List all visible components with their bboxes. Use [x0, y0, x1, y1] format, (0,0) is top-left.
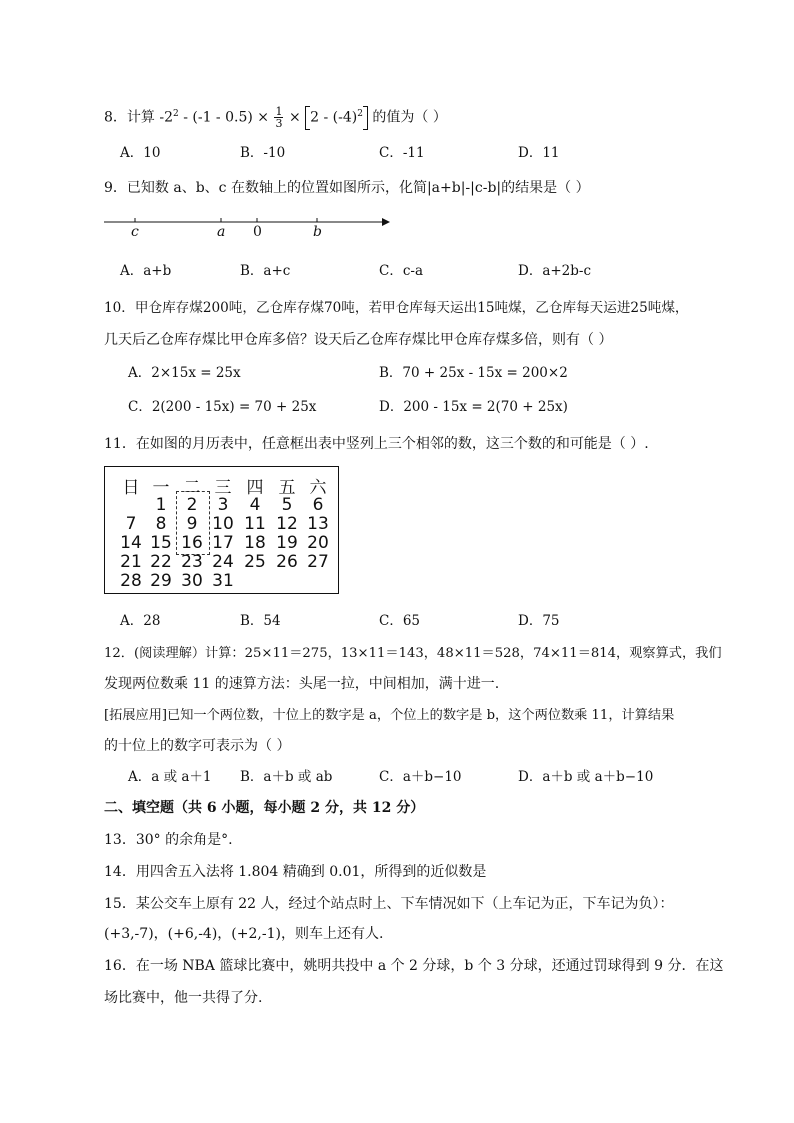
calendar-cell: 29: [150, 571, 172, 591]
q8-expr-a: -2: [159, 109, 174, 126]
q16-stem-line1: 16．在一场 NBA 篮球比赛中，姚明共投中 a 个 2 分球，b 个 3 分球，还通过罚球得到 9 分．在这: [104, 958, 724, 974]
calendar-cell: 13: [307, 514, 329, 534]
calendar-cell: 4: [249, 495, 261, 515]
calendar-cell: 1: [155, 495, 167, 515]
calendar-cell: 14: [120, 533, 142, 553]
q9-number-line: [104, 212, 394, 246]
number-line-label-b: b: [313, 224, 322, 240]
number-line-label-c: c: [131, 224, 139, 240]
q8-prefix: 8．计算: [104, 109, 155, 126]
q8-option-d[interactable]: D．11: [518, 145, 560, 161]
calendar-cell: 12: [276, 514, 298, 534]
q9-option-d[interactable]: D．a+2b-c: [518, 263, 592, 279]
calendar-cell: 10: [212, 514, 234, 534]
q11-option-c[interactable]: C．65: [379, 613, 421, 629]
number-line-axis: [104, 212, 394, 232]
number-line-label-a: a: [217, 224, 226, 240]
q12-stem-line1: 12．(阅读理解）计算：25×11＝275，13×11＝143，48×11＝528，74×11＝814，观察算式，我们: [104, 646, 722, 661]
q12-stem-line4: 的十位上的数字可表示为（ ）: [104, 738, 291, 754]
q8-option-b[interactable]: B．-10: [240, 145, 286, 161]
calendar-cell: 21: [120, 552, 142, 572]
q12-option-a[interactable]: A．a 或 a＋1: [128, 769, 212, 785]
q8-expr-c: ×: [288, 109, 301, 126]
calendar-cell: 26: [276, 552, 298, 572]
q8-expr-d: 2 - (-4): [310, 109, 358, 126]
q10-stem-line1: 10．甲仓库存煤200吨，乙仓库存煤70吨，若甲仓库每天运出15吨煤，乙仓库每天运进25吨煤，: [104, 300, 689, 316]
calendar-header: 一: [152, 478, 170, 498]
q11-stem: 11．在如图的月历表中，任意框出表中竖列上三个相邻的数，这三个数的和可能是（ ）.: [104, 436, 649, 452]
q8-right-bracket: [363, 106, 368, 130]
q11-option-a[interactable]: A．28: [120, 613, 161, 629]
calendar-cell: 20: [307, 533, 329, 553]
q14-stem: 14．用四舍五入法将 1.804 精确到 0.01，所得到的近似数是: [104, 864, 487, 880]
q10-option-d[interactable]: D．200 - 15x = 2(70 + 25x): [379, 399, 568, 415]
q12-option-c[interactable]: C．a＋b−10: [379, 769, 462, 785]
q12-option-b[interactable]: B．a＋b 或 ab: [240, 769, 333, 785]
q13-stem: 13．30° 的余角是°.: [104, 832, 233, 848]
calendar-cell: 3: [217, 495, 229, 515]
calendar-header: 六: [309, 478, 327, 498]
q10-option-a[interactable]: A．2×15x = 25x: [128, 365, 241, 381]
q8-frac-den: 3: [275, 117, 283, 131]
q8-frac-num: 1: [275, 105, 283, 119]
calendar-cell: 27: [307, 552, 329, 572]
calendar-cell: 31: [212, 571, 234, 591]
calendar-cell: 22: [150, 552, 172, 572]
calendar-cell: 2: [186, 495, 198, 515]
q8-option-c[interactable]: C．-11: [379, 145, 425, 161]
calendar-cell: 6: [312, 495, 324, 515]
q9-option-c[interactable]: C．c-a: [379, 263, 424, 279]
calendar-cell: 18: [244, 533, 266, 553]
q8-suffix: 的值为（ ）: [372, 109, 447, 126]
calendar-header: 二: [183, 478, 201, 498]
calendar-cell: 8: [155, 514, 167, 534]
calendar-cell: 30: [181, 571, 203, 591]
calendar-cell: 23: [181, 552, 203, 572]
calendar-header: 四: [246, 478, 264, 498]
calendar-header: 日: [122, 478, 140, 498]
calendar-cell: 24: [212, 552, 234, 572]
q8-expr-d-sup: 2: [357, 109, 363, 119]
calendar-cell: 11: [244, 514, 266, 534]
q12-stem-line3: [拓展应用]已知一个两位数，十位上的数字是 a，个位上的数字是 b，这个两位数乘 11，计算结果: [104, 708, 675, 723]
q8-stem: [104, 104, 447, 130]
q9-option-a[interactable]: A．a+b: [120, 263, 172, 279]
q12-stem-line2: 发现两位数乘 11 的速算方法：头尾一拉，中间相加，满十进一.: [104, 676, 500, 692]
q9-stem: 9．已知数 a、b、c 在数轴上的位置如图所示，化简|a+b|-|c-b|的结果是（ ）: [104, 180, 590, 196]
q15-stem-line1: 15．某公交车上原有 22 人，经过个站点时上、下车情况如下（上车记为正，下车记为负）：: [104, 896, 674, 912]
q10-option-b[interactable]: B．70 + 25x - 15x = 200×2: [379, 365, 568, 381]
q8-expr-a-sup: 2: [173, 109, 179, 119]
q9-option-b[interactable]: B．a+c: [240, 263, 291, 279]
q10-option-c[interactable]: C．2(200 - 15x) = 70 + 25x: [128, 399, 317, 415]
calendar-cell: 9: [186, 514, 198, 534]
calendar-cell: 7: [125, 514, 137, 534]
q11-option-b[interactable]: B．54: [240, 613, 281, 629]
q10-stem-line2: 几天后乙仓库存煤比甲仓库多倍？设天后乙仓库存煤比甲仓库存煤多倍，则有（ ）: [104, 332, 613, 348]
calendar-cell: 28: [120, 571, 142, 591]
calendar-cell: 19: [276, 533, 298, 553]
q8-expr-b: - (-1 - 0.5) ×: [183, 109, 270, 126]
q16-stem-line2: 场比赛中，他一共得了分.: [104, 990, 263, 1006]
q8-option-a[interactable]: A．10: [120, 145, 161, 161]
section-heading-fill-in: 二、填空题（共 6 小题，每小题 2 分，共 12 分）: [104, 800, 425, 816]
number-line-label-zero: 0: [253, 224, 262, 240]
q15-stem-line2: (+3,-7)，(+6,-4)，(+2,-1)，则车上还有人.: [104, 926, 384, 942]
q8-fraction: [274, 106, 283, 129]
calendar-cell: 16: [181, 533, 203, 553]
calendar-cell: 5: [281, 495, 293, 515]
q11-option-d[interactable]: D．75: [518, 613, 560, 629]
calendar-header: 三: [214, 478, 232, 498]
q12-option-d[interactable]: D．a＋b 或 a＋b−10: [518, 769, 654, 785]
calendar-cell: 15: [150, 533, 172, 553]
calendar-cell: 17: [212, 533, 234, 553]
calendar-header: 五: [278, 478, 296, 498]
calendar-cell: 25: [244, 552, 266, 572]
calendar-table: [104, 466, 339, 594]
